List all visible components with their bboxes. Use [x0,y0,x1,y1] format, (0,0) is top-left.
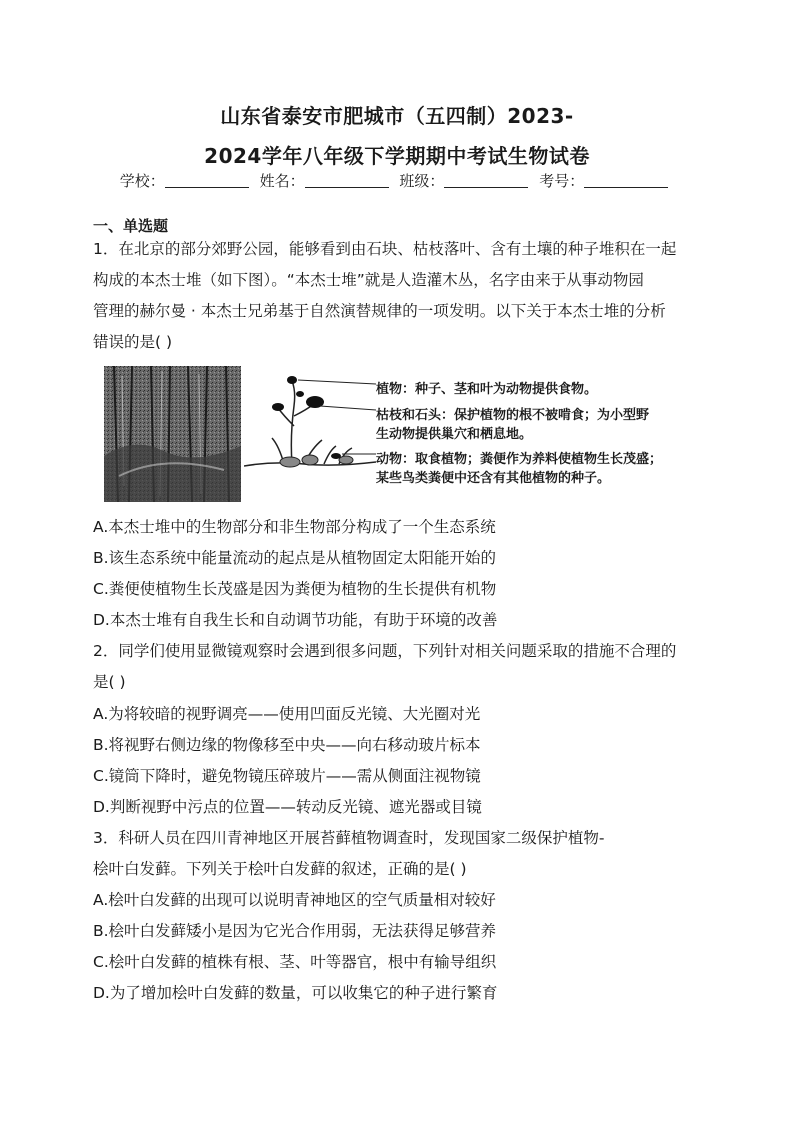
q2-option-a: A.为将较暗的视野调亮——使用凹面反光镜、大光圈对光 [93,705,481,723]
q1-stem-line-4: 错误的是( ) [93,333,173,351]
q1-stem-line-2: 构成的本杰士堆（如下图）。“本杰士堆”就是人造灌木丛，名字由来于从事动物园 [93,271,644,289]
q3-stem-line-2: 桧叶白发藓。下列关于桧叶白发藓的叙述，正确的是( ) [93,860,467,878]
exam-number-blank [584,173,668,188]
exam-title-line-1: 山东省泰安市肥城市（五四制）2023- [220,104,574,128]
q3-option-b: B.桧叶白发藓矮小是因为它光合作用弱，无法获得足够营养 [93,922,497,940]
q1-option-a: A.本杰士堆中的生物部分和非生物部分构成了一个生态系统 [93,518,496,536]
q2-stem-line-2: 是( ) [93,673,126,691]
name-blank [305,173,389,188]
class-blank [444,173,528,188]
q3-option-d: D.为了增加桧叶白发藓的数量，可以收集它的种子进行繁育 [93,984,498,1002]
annotation-animals-line-1: 动物：取食植物；粪便作为养料使植物生长茂盛； [376,452,663,467]
annotation-animals-line-2: 某些鸟类粪便中还含有其他植物的种子。 [376,471,611,486]
q2-stem-line-1: 2．同学们使用显微镜观察时会遇到很多问题，下列针对相关问题采取的措施不合理的 [93,642,677,660]
exam-title-line-2: 2024学年八年级下学期期中考试生物试卷 [204,144,590,168]
q1-stem-line-1: 1．在北京的部分郊野公园，能够看到由石块、枯枝落叶、含有土壤的种子堆积在一起 [93,240,677,258]
annotation-plants: 植物：种子、茎和叶为动物提供食物。 [376,382,598,397]
q2-option-b: B.将视野右侧边缘的物像移至中央——向右移动玻片标本 [93,736,481,754]
annotation-branches-stones-line-2: 生动物提供巢穴和栖息地。 [376,427,533,442]
benjes-hedge-photo [104,366,241,502]
q3-option-c: C.桧叶白发藓的植株有根、茎、叶等器官，根中有输导组织 [93,953,497,971]
q2-option-c: C.镜筒下降时，避免物镜压碎玻片——需从侧面注视物镜 [93,767,481,785]
exam-number-label: 考号： [539,172,585,190]
school-label: 学校： [119,172,165,190]
q3-stem-line-1: 3．科研人员在四川青神地区开展苔藓植物调查时，发现国家二级保护植物- [93,829,605,847]
q1-option-d: D.本杰士堆有自我生长和自动调节功能，有助于环境的改善 [93,611,498,629]
benjes-hedge-diagram [244,366,376,502]
student-info-line [0,170,794,191]
q2-option-d: D.判断视野中污点的位置——转动反光镜、遮光器或目镜 [93,798,482,816]
q1-option-b: B.该生态系统中能量流动的起点是从植物固定太阳能开始的 [93,549,497,567]
class-label: 班级： [399,172,445,190]
school-blank [165,173,249,188]
q3-option-a: A.桧叶白发藓的出现可以说明青神地区的空气质量相对较好 [93,891,496,909]
q1-stem-line-3: 管理的赫尔曼 · 本杰士兄弟基于自然演替规律的一项发明。以下关于本杰士堆的分析 [93,302,666,320]
annotation-branches-stones-line-1: 枯枝和石头：保护植物的根不被啃食；为小型野 [376,408,650,423]
section-heading: 一、单选题 [93,217,169,235]
q1-option-c: C.粪便使植物生长茂盛是因为粪便为植物的生长提供有机物 [93,580,497,598]
benjes-hedge-figure [104,366,676,502]
name-label: 姓名： [259,172,305,190]
